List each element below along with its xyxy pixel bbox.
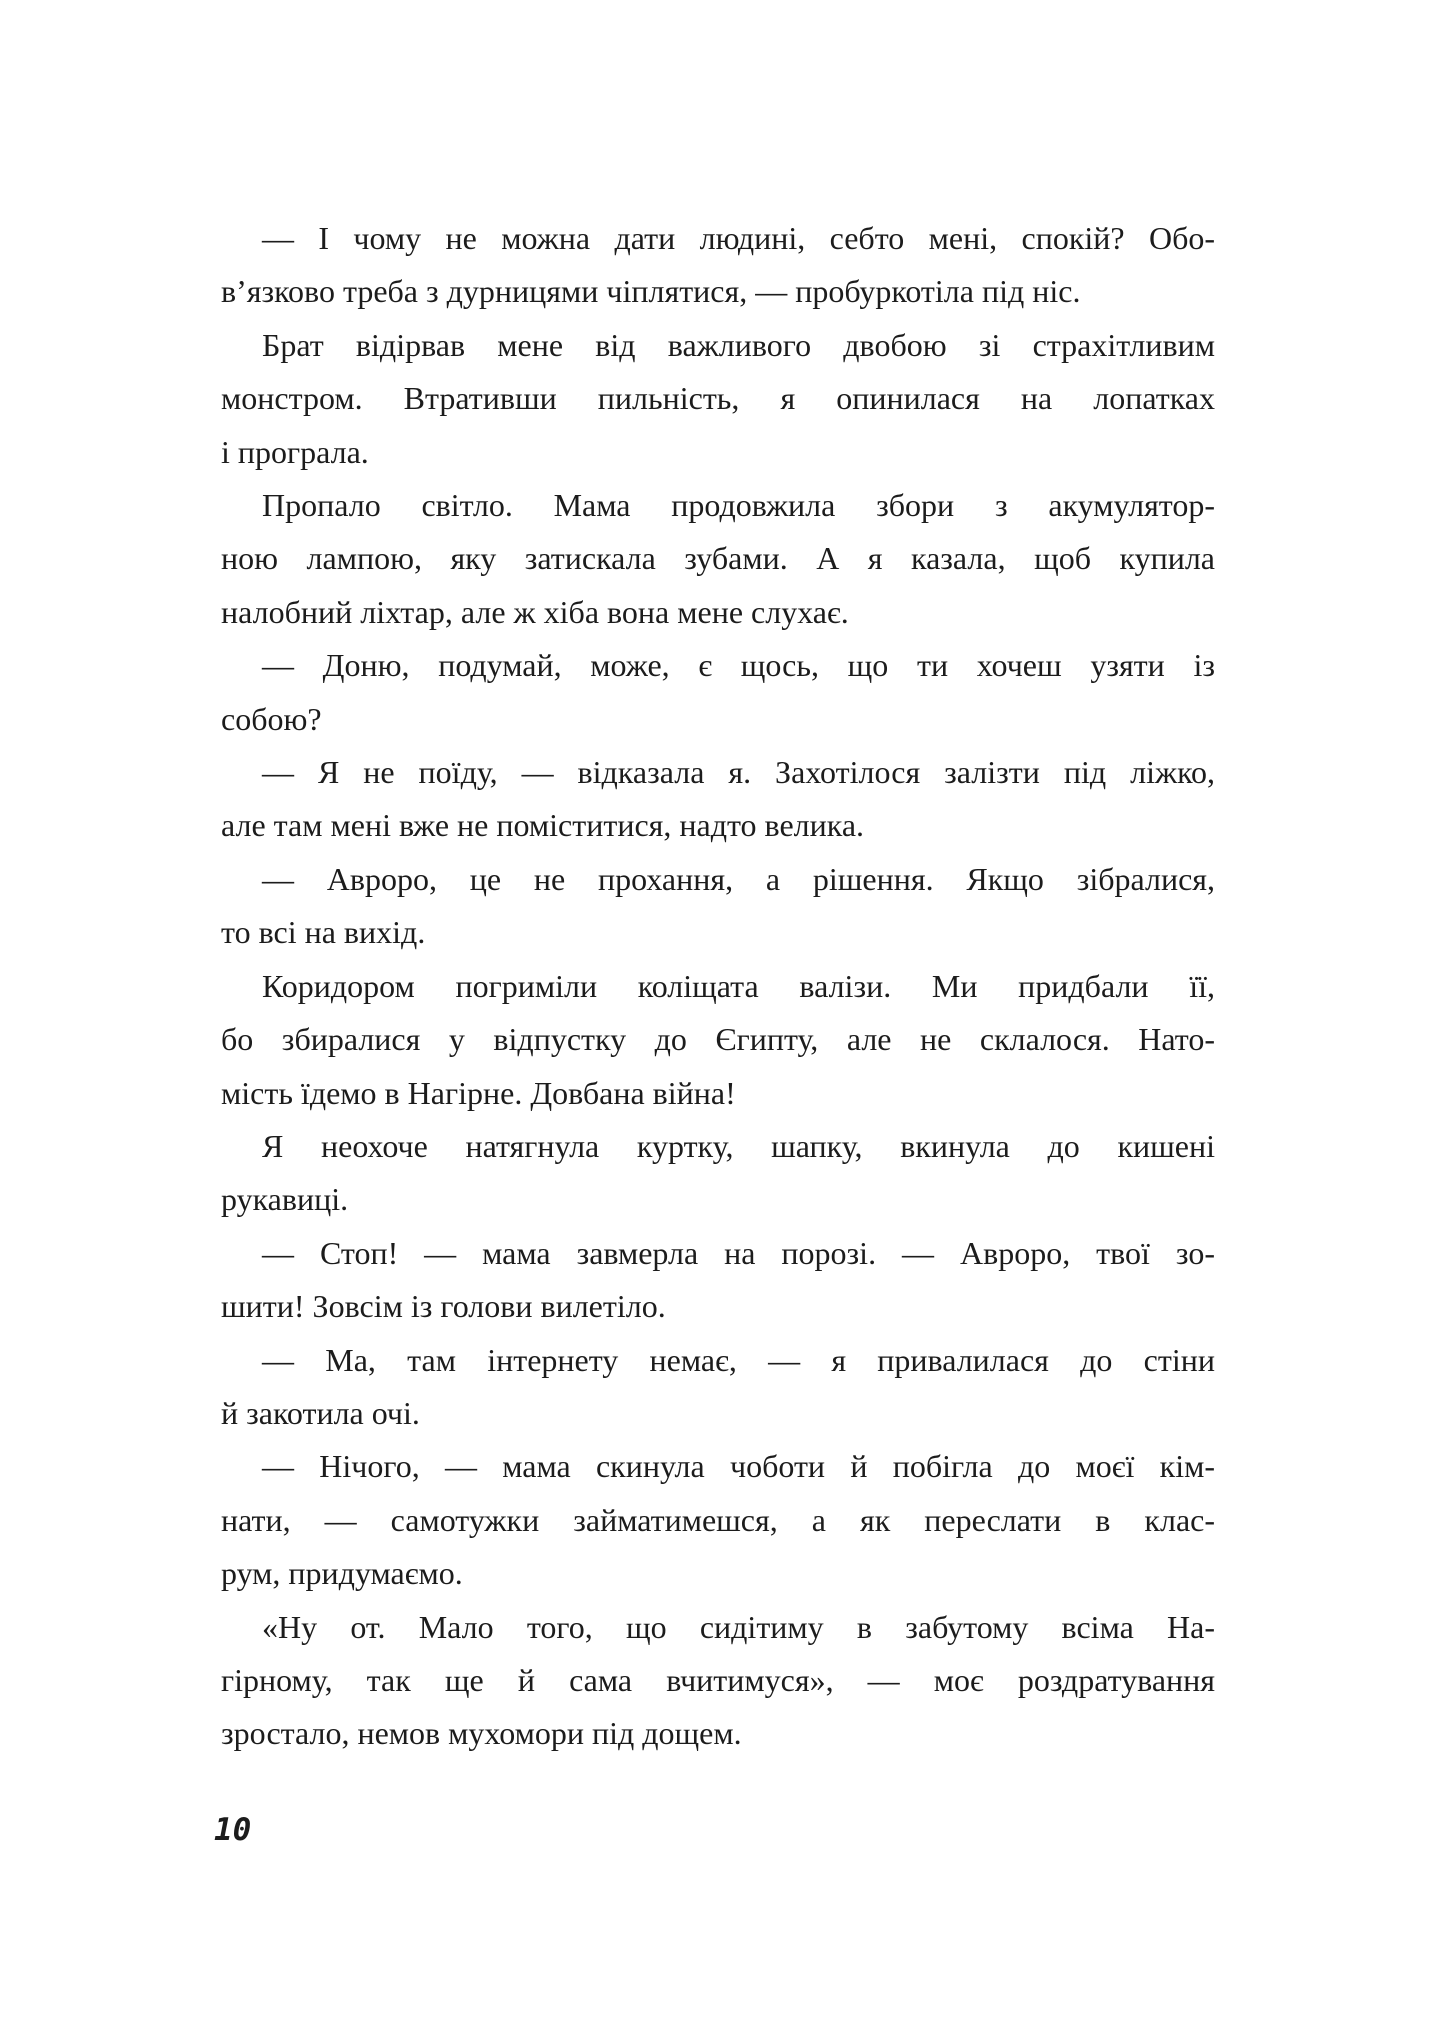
text-line: «Ну от. Мало того, що сидітиму в забутому всіма На- <box>262 1608 1215 1645</box>
text-line: — Доню, подумай, може, є щось, що ти хочеш узяти із <box>262 647 1215 684</box>
paragraph <box>221 1601 1215 1761</box>
text-line: в’язково треба з дурницями чіплятися, — пробуркотіла під ніс. <box>221 273 1081 310</box>
paragraph <box>221 1334 1215 1441</box>
paragraph <box>221 853 1215 960</box>
text-line: шити! Зовсім із голови вилетіло. <box>221 1288 666 1325</box>
text-line: рум, придумаємо. <box>221 1555 463 1592</box>
text-line: — Я не поїду, — відказала я. Захотілося залізти під ліжко, <box>262 754 1215 791</box>
text-line: — Нічого, — мама скинула чоботи й побігла до моєї кім- <box>262 1448 1215 1485</box>
text-line: й закотила очі. <box>221 1394 420 1431</box>
text-line: — І чому не можна дати людині, себто мені, спокій? Обо- <box>262 220 1215 256</box>
paragraph <box>221 1227 1215 1334</box>
paragraph <box>221 1440 1215 1600</box>
text-block <box>221 212 1215 1761</box>
text-line: — Авроро, це не прохання, а рішення. Якщо зібралися, <box>262 860 1215 897</box>
text-line: налобний ліхтар, але ж хіба вона мене слухає. <box>221 593 849 630</box>
text-line: ною лампою, яку затискала зубами. А я казала, щоб купила <box>221 540 1215 577</box>
text-line: але там мені вже не поміститися, надто велика. <box>221 807 865 844</box>
text-line: Брат відірвав мене від важливого двобою зі страхітливим <box>262 326 1215 363</box>
text-line: рукавиці. <box>221 1181 349 1218</box>
paragraph <box>221 960 1215 1120</box>
paragraph <box>221 1120 1215 1227</box>
page-number: 10 <box>214 1812 252 1848</box>
text-line: гірному, так ще й сама вчитимуся», — моє роздратування <box>221 1661 1215 1698</box>
paragraph <box>221 319 1215 479</box>
paragraph <box>221 639 1215 746</box>
text-line: зростало, немов мухомори під дощем. <box>221 1715 742 1752</box>
text-line: Я неохоче натягнула куртку, шапку, вкинула до кишені <box>262 1127 1215 1164</box>
text-line: Пропало світло. Мама продовжила збори з акумулятор- <box>262 487 1215 524</box>
text-line: — Ма, там інтернету немає, — я привалилася до стіни <box>262 1341 1215 1378</box>
paragraph <box>221 479 1215 639</box>
text-line: монстром. Втративши пильність, я опинилася на лопатках <box>221 380 1215 417</box>
text-line: мість їдемо в Нагірне. Довбана війна! <box>221 1074 736 1111</box>
text-line: Коридором погриміли коліщата валізи. Ми придбали її, <box>262 967 1215 1004</box>
text-line: — Стоп! — мама завмерла на порозі. — Авроро, твої зо- <box>262 1234 1215 1271</box>
text-line: бо збиралися у відпустку до Єгипту, але не склалося. Нато- <box>221 1021 1215 1058</box>
text-line: то всі на вихід. <box>221 914 426 951</box>
paragraph <box>221 746 1215 853</box>
paragraph <box>221 212 1215 319</box>
text-line: собою? <box>221 700 322 737</box>
text-line: нати, — самотужки займатимешся, а як переслати в клас- <box>221 1501 1215 1538</box>
text-line: і програла. <box>221 433 369 470</box>
